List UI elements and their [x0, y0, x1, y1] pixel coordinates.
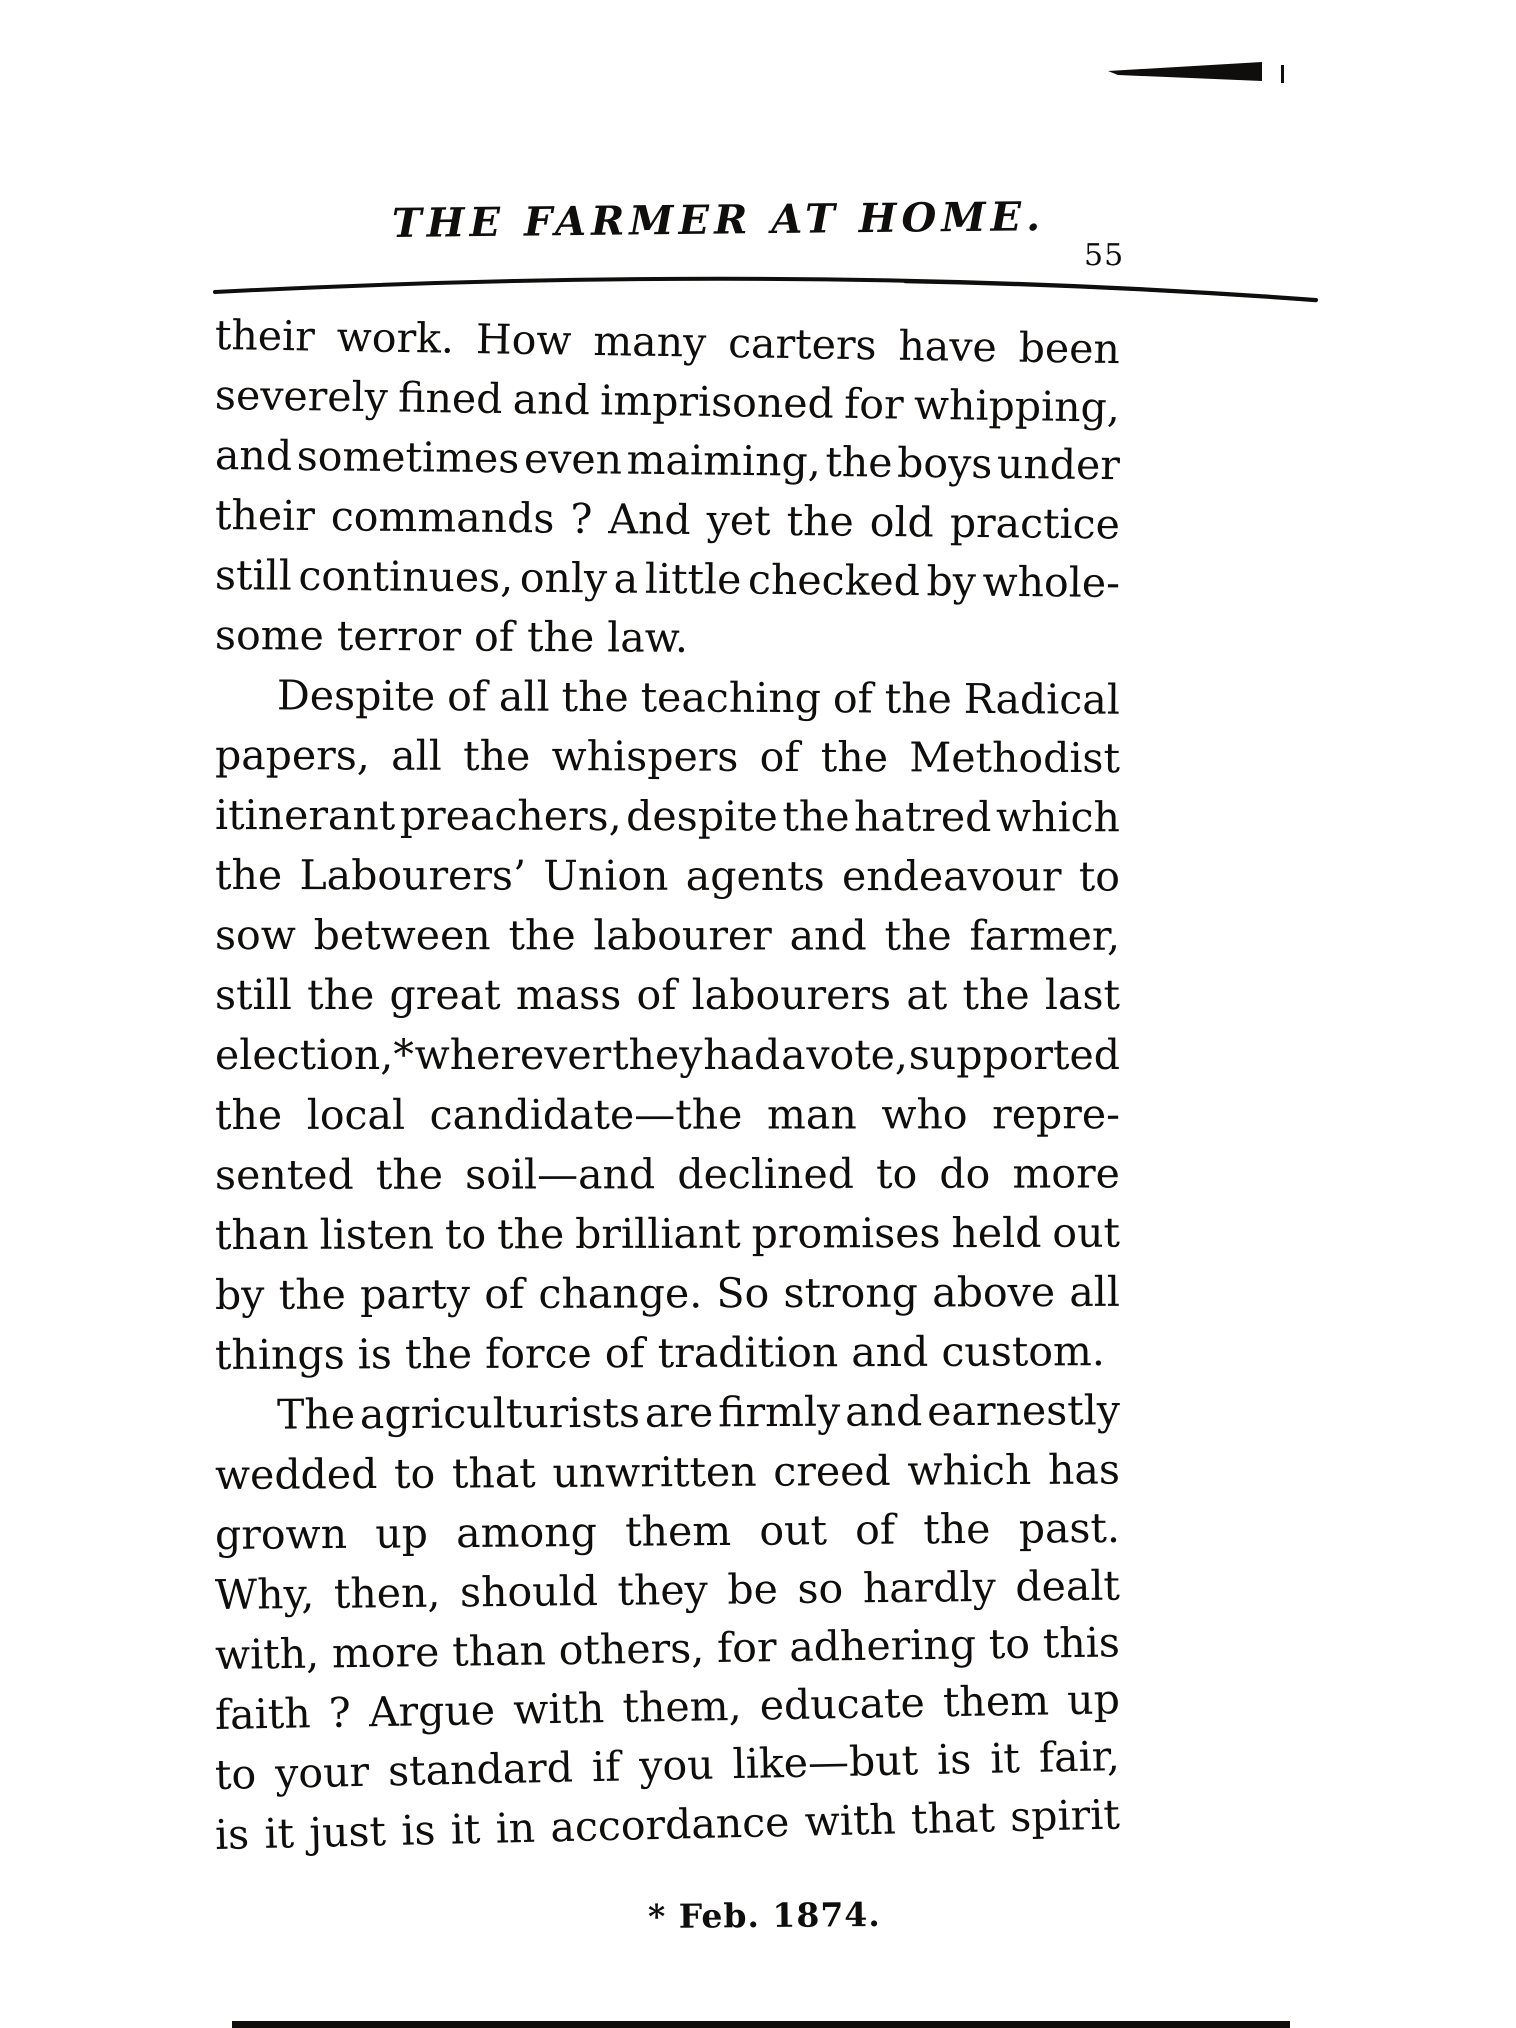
word: grown — [214, 1509, 348, 1559]
word: change. — [538, 1269, 703, 1318]
word: to — [876, 1149, 918, 1198]
word: soil—and — [465, 1150, 656, 1199]
word: the — [214, 851, 283, 900]
word: Methodist — [909, 733, 1121, 783]
word: hardly — [862, 1562, 997, 1613]
word: still — [214, 551, 293, 600]
word: the — [884, 911, 952, 960]
word: your — [274, 1747, 370, 1798]
word: the — [561, 672, 629, 722]
word: many — [593, 316, 707, 367]
word: and — [845, 1387, 923, 1436]
text-line — [215, 1143, 1120, 1205]
text-line — [215, 1084, 1120, 1145]
word: supported — [908, 1031, 1120, 1079]
word: the — [962, 971, 1030, 1019]
word: them — [942, 1676, 1050, 1727]
word: spirit — [1009, 1790, 1121, 1841]
word: fair, — [1038, 1732, 1121, 1782]
word: in — [495, 1803, 536, 1853]
word: to — [1078, 852, 1121, 901]
word: sometimes — [296, 431, 520, 483]
word: do — [939, 1149, 991, 1198]
word: to — [393, 1449, 436, 1498]
word: which — [907, 1446, 1032, 1495]
word: repre- — [992, 1090, 1120, 1139]
scan-artifact-wedge — [1108, 62, 1264, 84]
word: than — [214, 1210, 309, 1259]
word: all — [391, 731, 442, 780]
word: should — [459, 1566, 599, 1617]
text-line — [215, 1439, 1120, 1505]
scan-artifact-tick — [1281, 65, 1284, 83]
page-number: 55 — [1084, 238, 1125, 273]
word: for — [843, 379, 904, 429]
word: vote, — [806, 1031, 908, 1079]
text-line — [215, 1262, 1120, 1325]
word: is — [214, 1810, 250, 1859]
word: the — [496, 1210, 565, 1259]
text-line — [215, 725, 1120, 788]
word: papers, — [214, 731, 370, 780]
word: by — [214, 1270, 265, 1319]
word: farmer, — [969, 911, 1121, 960]
word: of — [484, 1269, 525, 1319]
word: sented — [214, 1150, 354, 1199]
word: all — [1069, 1267, 1121, 1317]
word: the — [825, 437, 893, 487]
word: by — [926, 557, 977, 606]
word: has — [1047, 1445, 1121, 1494]
text-line — [215, 905, 1120, 966]
word: So — [716, 1269, 770, 1318]
word: despite — [626, 792, 778, 841]
text-line — [215, 1380, 1120, 1445]
word: with — [804, 1795, 897, 1846]
word: had — [703, 1031, 781, 1079]
word: you — [638, 1740, 715, 1791]
word: they — [612, 1031, 703, 1079]
word: past. — [1018, 1503, 1121, 1553]
word: endeavour — [841, 852, 1062, 901]
word: labourer — [593, 911, 772, 960]
word: old — [869, 497, 935, 547]
word: little — [644, 554, 742, 604]
word: the — [884, 674, 952, 723]
word: unwritten — [552, 1447, 757, 1497]
word: educate — [759, 1678, 926, 1730]
word: at — [906, 971, 948, 1019]
word: The — [276, 1390, 356, 1439]
word: the — [307, 971, 375, 1019]
word: even — [523, 434, 623, 484]
text-line — [215, 545, 1120, 613]
text-line — [215, 425, 1121, 495]
word: fined — [397, 373, 503, 424]
word: their — [214, 311, 316, 361]
word: to — [988, 1619, 1031, 1669]
text-line: some terror of the law. — [214, 611, 689, 662]
word: of — [855, 1505, 896, 1554]
text-line: things is the force of tradition and custom. — [214, 1327, 1105, 1379]
word: more — [1012, 1149, 1120, 1198]
word: commands — [330, 492, 555, 543]
word: firmly — [718, 1387, 841, 1437]
text-line — [215, 1025, 1120, 1085]
word: this — [1042, 1618, 1121, 1668]
word: the — [923, 1504, 991, 1554]
word: declined — [677, 1149, 854, 1199]
word: out — [1052, 1208, 1120, 1257]
word: is — [400, 1806, 436, 1855]
word: under — [996, 439, 1121, 490]
word: among — [455, 1508, 598, 1558]
word: continues, — [298, 551, 514, 602]
word: checked — [747, 555, 921, 606]
word: labourers — [691, 971, 892, 1019]
word: of — [447, 672, 488, 721]
word: that — [451, 1449, 536, 1498]
word: it — [450, 1804, 481, 1854]
word: the — [375, 1150, 444, 1199]
word: that — [910, 1793, 996, 1844]
word: been — [1018, 323, 1121, 374]
word: And — [608, 495, 691, 544]
word: who — [881, 1090, 968, 1139]
word: so — [797, 1564, 844, 1613]
word: sow — [214, 911, 296, 960]
word: out — [759, 1506, 828, 1555]
word: just — [308, 1807, 387, 1857]
word: agriculturists — [359, 1388, 641, 1439]
word: practice — [949, 498, 1121, 549]
word: held — [951, 1208, 1042, 1258]
word: still — [215, 971, 292, 1019]
word: up — [1066, 1675, 1121, 1725]
text-line — [215, 485, 1121, 554]
word: dealt — [1015, 1561, 1121, 1611]
word: severely — [214, 371, 389, 422]
word: them, — [622, 1681, 742, 1732]
word: listen — [319, 1210, 435, 1259]
word: the — [786, 496, 855, 546]
word: faith — [214, 1689, 312, 1739]
word: of — [759, 732, 800, 782]
word: last — [1044, 971, 1120, 1019]
word: agents — [685, 851, 825, 901]
word: promises — [751, 1209, 941, 1258]
word: have — [898, 321, 998, 372]
word: and — [512, 375, 591, 425]
word: accordance — [549, 1797, 790, 1852]
word: all — [498, 672, 550, 721]
word: their — [214, 491, 316, 541]
word: strong — [783, 1268, 919, 1318]
word: of — [636, 971, 677, 1019]
word: party — [360, 1270, 471, 1319]
word: man — [766, 1090, 857, 1139]
word: is — [936, 1735, 972, 1784]
word: the — [278, 1270, 346, 1319]
word: great — [389, 971, 501, 1019]
word: ? — [328, 1688, 352, 1738]
word: Radical — [963, 674, 1121, 724]
word: preachers, — [399, 791, 622, 841]
word: it — [989, 1734, 1021, 1783]
text-line — [215, 665, 1120, 730]
word: Union — [543, 851, 669, 900]
word: the — [820, 733, 889, 782]
word: it — [263, 1809, 295, 1858]
word: maiming, — [626, 435, 822, 486]
word: standard — [387, 1743, 574, 1796]
word: like—but — [732, 1736, 919, 1789]
word: and — [214, 431, 293, 480]
scan-artifact-bottom-bar — [232, 2021, 1290, 2028]
word: the — [463, 731, 531, 781]
word: How — [475, 315, 572, 365]
word: they — [617, 1565, 709, 1615]
word: the — [214, 1090, 283, 1139]
word: earnestly — [927, 1386, 1121, 1436]
word: wedded — [214, 1450, 378, 1499]
word: itinerant — [214, 791, 396, 840]
word: Labourers’ — [299, 851, 527, 900]
word: only — [519, 553, 608, 603]
word: candidate—the — [429, 1090, 743, 1139]
word: which — [995, 793, 1121, 842]
word: with, — [214, 1629, 320, 1679]
word: a — [781, 1031, 806, 1079]
word: creed — [773, 1446, 891, 1496]
word: a — [613, 554, 639, 603]
word: Argue — [368, 1686, 496, 1737]
word: Despite — [276, 671, 436, 721]
word: with — [512, 1684, 605, 1734]
word: of — [832, 674, 873, 723]
text-line — [215, 1203, 1120, 1265]
page-title: THE FARMER AT HOME. — [391, 193, 1046, 247]
word: then, — [333, 1568, 441, 1618]
text-line — [215, 785, 1120, 847]
word: the — [782, 792, 850, 841]
word: to — [444, 1210, 487, 1259]
word: the — [508, 911, 576, 960]
word: than — [451, 1626, 547, 1676]
word: adhering — [788, 1620, 977, 1671]
word: and — [789, 911, 867, 960]
word: whispers — [551, 732, 739, 781]
word: carters — [727, 319, 877, 370]
word: imprisoned — [599, 376, 835, 428]
word: yet — [706, 496, 771, 545]
word: wherever — [414, 1031, 612, 1079]
word: for — [716, 1623, 777, 1672]
word: be — [727, 1565, 779, 1614]
word: election,* — [215, 1031, 414, 1079]
word: mass — [515, 971, 622, 1019]
word: others, — [558, 1624, 705, 1675]
word: whipping, — [913, 380, 1121, 432]
word: boys — [896, 438, 993, 488]
footnote: * Feb. 1874. — [647, 1894, 881, 1937]
word: between — [313, 911, 491, 960]
word: more — [331, 1627, 440, 1678]
word: ? — [570, 494, 593, 543]
text-line — [215, 845, 1120, 907]
body-text — [215, 305, 1120, 1865]
word: are — [644, 1388, 714, 1437]
word: up — [375, 1509, 429, 1558]
word: teaching — [640, 673, 822, 723]
text-line — [215, 965, 1120, 1025]
word: hatred — [853, 792, 992, 842]
word: above — [932, 1268, 1056, 1317]
word: Why, — [214, 1569, 315, 1619]
word: brilliant — [575, 1209, 741, 1259]
text-line — [215, 1498, 1120, 1565]
word: them — [624, 1506, 732, 1556]
word: work. — [336, 312, 455, 363]
word: whole- — [982, 557, 1121, 607]
word: local — [306, 1090, 406, 1139]
word: to — [214, 1750, 257, 1799]
word: if — [591, 1742, 621, 1792]
